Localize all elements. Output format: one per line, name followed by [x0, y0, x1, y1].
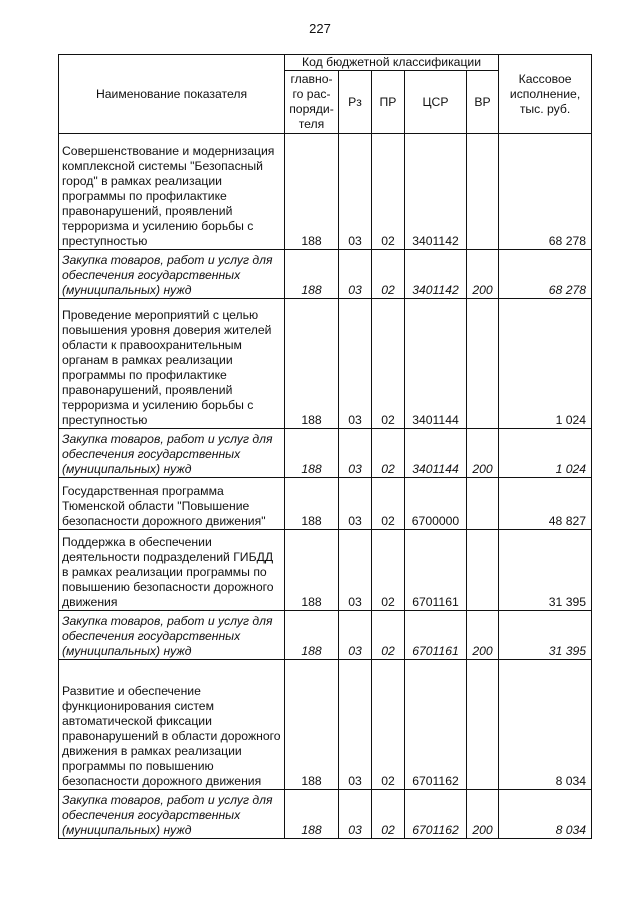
row-rz: 03	[339, 530, 372, 611]
row-name: Развитие и обеспечение функционирования систем автоматической фиксации правонарушений в области дорожного движения в рамках реализации программы по повышению безопасности дорожного движения	[59, 660, 285, 790]
budget-table	[58, 54, 592, 839]
row-rz: 03	[339, 611, 372, 660]
row-vr	[467, 134, 499, 250]
row-csr: 3401144	[405, 299, 467, 429]
row-glavnogo: 188	[285, 134, 339, 250]
row-pr: 02	[372, 299, 405, 429]
row-glavnogo: 188	[285, 250, 339, 299]
row-amount: 31 395	[499, 611, 592, 660]
row-vr	[467, 660, 499, 790]
header-amount: Кассовое исполнение, тыс. руб.	[499, 55, 592, 134]
row-vr: 200	[467, 250, 499, 299]
row-csr: 6701161	[405, 611, 467, 660]
row-amount: 68 278	[499, 250, 592, 299]
header-rz: Рз	[339, 71, 372, 134]
row-rz: 03	[339, 134, 372, 250]
row-pr: 02	[372, 660, 405, 790]
table-row	[59, 134, 592, 250]
row-vr	[467, 478, 499, 530]
row-vr	[467, 299, 499, 429]
header-glavnogo: главно-го рас-поряди-теля	[285, 71, 339, 134]
row-pr: 02	[372, 134, 405, 250]
row-amount: 1 024	[499, 429, 592, 478]
row-name: Поддержка в обеспечении деятельности подразделений ГИБДД в рамках реализации программы по повышению безопасности дорожного движения	[59, 530, 285, 611]
row-name: Закупка товаров, работ и услуг для обеспечения государственных (муниципальных) нужд	[59, 611, 285, 660]
row-csr: 6700000	[405, 478, 467, 530]
table-row	[59, 429, 592, 478]
row-csr: 6701162	[405, 790, 467, 839]
row-pr: 02	[372, 530, 405, 611]
row-csr: 3401142	[405, 250, 467, 299]
row-name: Проведение мероприятий с целью повышения уровня доверия жителей области к правоохранительным органам в рамках реализации программы по профилактике правонарушений, проявлений терроризма и усилению борьбы с преступностью	[59, 299, 285, 429]
table-row	[59, 299, 592, 429]
table-row	[59, 250, 592, 299]
row-csr: 3401144	[405, 429, 467, 478]
row-amount: 48 827	[499, 478, 592, 530]
row-vr: 200	[467, 611, 499, 660]
header-code-group: Код бюджетной классификации	[285, 55, 499, 71]
row-amount: 8 034	[499, 790, 592, 839]
row-amount: 31 395	[499, 530, 592, 611]
row-name: Государственная программа Тюменской области "Повышение безопасности дорожного движения"	[59, 478, 285, 530]
row-rz: 03	[339, 429, 372, 478]
row-glavnogo: 188	[285, 299, 339, 429]
table-row	[59, 611, 592, 660]
row-amount: 68 278	[499, 134, 592, 250]
header-pr: ПР	[372, 71, 405, 134]
page-number: 227	[309, 21, 331, 36]
row-glavnogo: 188	[285, 429, 339, 478]
table-row	[59, 530, 592, 611]
row-glavnogo: 188	[285, 530, 339, 611]
row-pr: 02	[372, 478, 405, 530]
row-name: Закупка товаров, работ и услуг для обеспечения государственных (муниципальных) нужд	[59, 250, 285, 299]
row-rz: 03	[339, 478, 372, 530]
row-pr: 02	[372, 429, 405, 478]
row-csr: 6701162	[405, 660, 467, 790]
row-vr: 200	[467, 429, 499, 478]
row-pr: 02	[372, 250, 405, 299]
table-row	[59, 660, 592, 790]
row-csr: 6701161	[405, 530, 467, 611]
row-vr: 200	[467, 790, 499, 839]
row-rz: 03	[339, 250, 372, 299]
row-vr	[467, 530, 499, 611]
table-row	[59, 790, 592, 839]
row-csr: 3401142	[405, 134, 467, 250]
row-name: Совершенствование и модернизация комплексной системы "Безопасный город" в рамках реализации программы по профилактике правонарушений, проявлений терроризма и усилению борьбы с преступностью	[59, 134, 285, 250]
row-name: Закупка товаров, работ и услуг для обеспечения государственных (муниципальных) нужд	[59, 429, 285, 478]
row-glavnogo: 188	[285, 660, 339, 790]
header-csr: ЦСР	[405, 71, 467, 134]
row-rz: 03	[339, 299, 372, 429]
row-glavnogo: 188	[285, 611, 339, 660]
header-vr: ВР	[467, 71, 499, 134]
row-rz: 03	[339, 790, 372, 839]
row-pr: 02	[372, 790, 405, 839]
row-name: Закупка товаров, работ и услуг для обеспечения государственных (муниципальных) нужд	[59, 790, 285, 839]
row-amount: 1 024	[499, 299, 592, 429]
row-glavnogo: 188	[285, 478, 339, 530]
row-amount: 8 034	[499, 660, 592, 790]
row-glavnogo: 188	[285, 790, 339, 839]
row-rz: 03	[339, 660, 372, 790]
table-row	[59, 478, 592, 530]
header-name: Наименование показателя	[59, 55, 285, 134]
row-pr: 02	[372, 611, 405, 660]
